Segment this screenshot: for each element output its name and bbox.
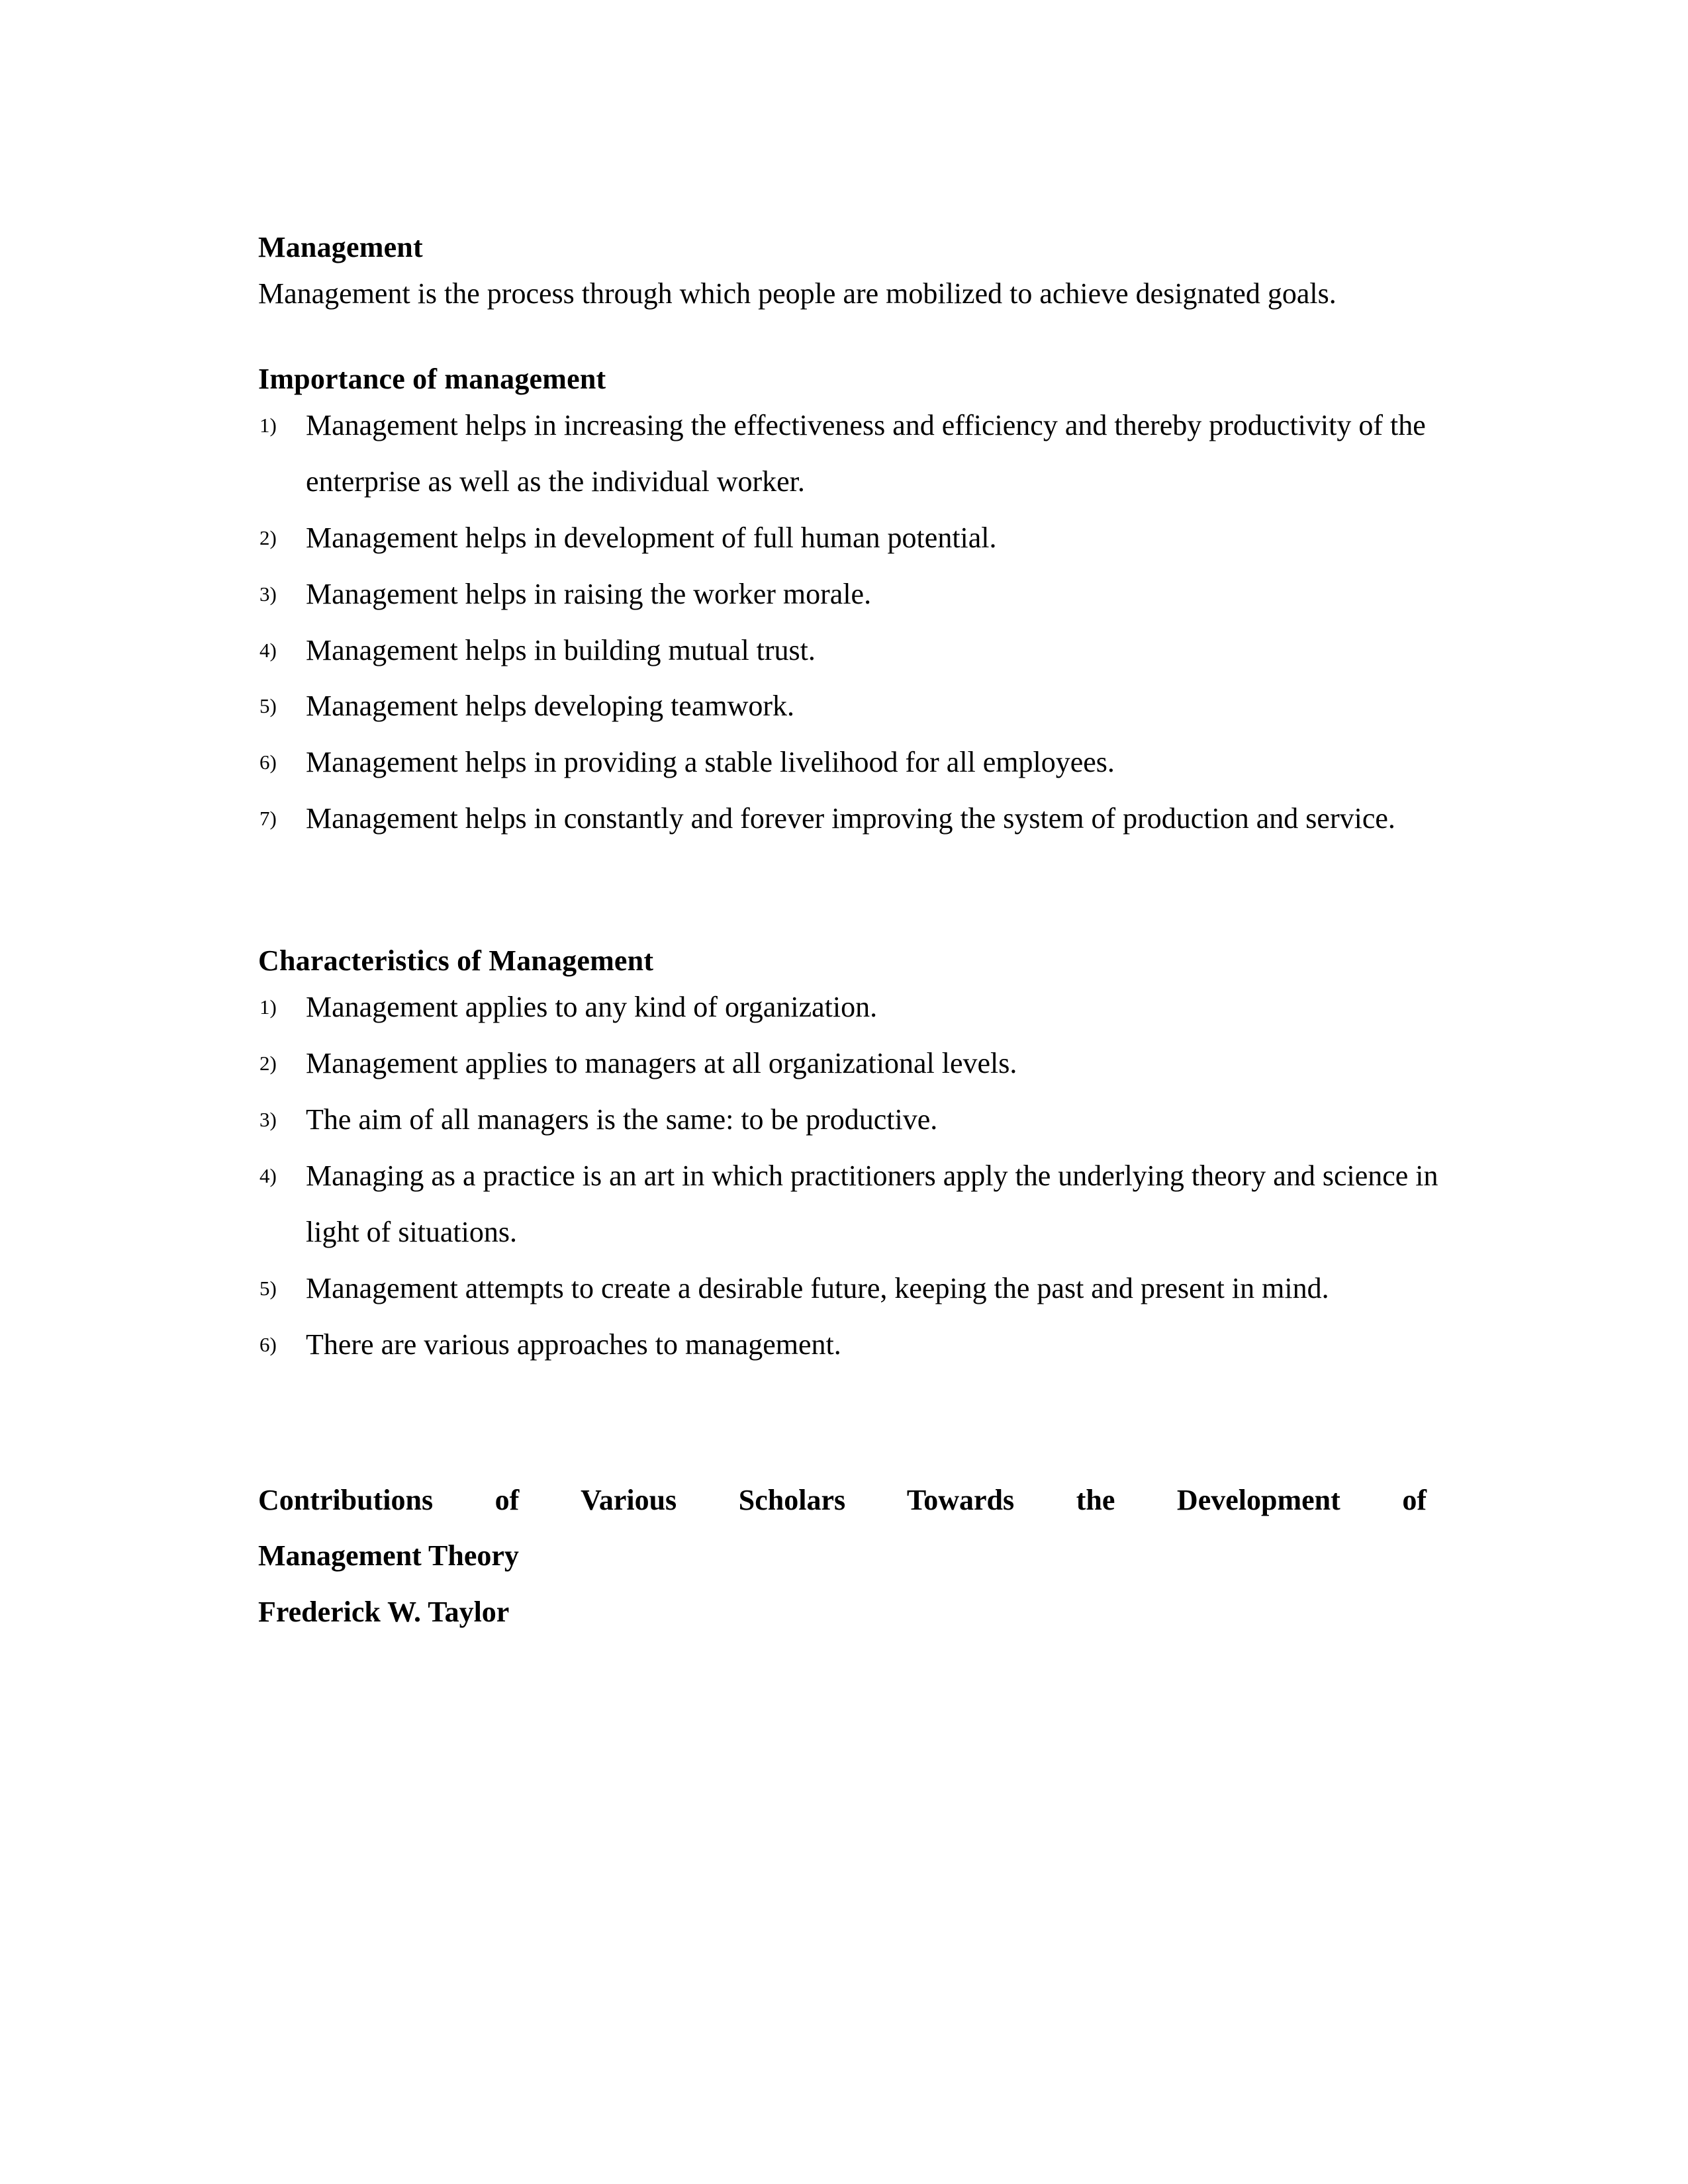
list-item (258, 791, 1450, 847)
heading-characteristics-of-management: Characteristics of Management (258, 944, 654, 978)
list-item-text: Managing as a practice is an art in which practitioners apply the underlying theory and science in light of situations. (306, 1159, 1438, 1248)
list-item-text: Management helps in providing a stable livelihood for all employees. (306, 746, 1115, 779)
list-item-text: Management helps developing teamwork. (306, 690, 795, 723)
list-item-text: Management applies to managers at all organizational levels. (306, 1047, 1017, 1080)
paragraph-management-definition: Management is the process through which people are mobilized to achieve designated goals. (258, 277, 1336, 310)
list-item (258, 623, 1450, 679)
list-item (258, 567, 1450, 623)
list-item-text: Management helps in constantly and forever improving the system of production and service. (306, 802, 1395, 835)
list-marker: 5) (259, 694, 277, 718)
list-marker: 2) (259, 1052, 277, 1075)
list-marker: 7) (259, 807, 277, 831)
list-marker: 5) (259, 1276, 277, 1300)
list-item (258, 735, 1450, 791)
list-marker: 3) (259, 1107, 277, 1131)
document-body (258, 233, 1450, 1641)
list-marker: 4) (259, 1163, 277, 1187)
list-item (258, 1148, 1450, 1261)
list-item (258, 510, 1450, 567)
list-item (258, 1261, 1450, 1317)
list-characteristics (258, 979, 1450, 1373)
list-marker: 6) (259, 1332, 277, 1356)
list-marker: 1) (259, 995, 277, 1019)
list-marker: 1) (259, 413, 277, 437)
list-marker: 4) (259, 638, 277, 662)
list-item (258, 1036, 1450, 1092)
list-item-text: Management helps in raising the worker morale. (306, 577, 872, 610)
list-item (258, 1317, 1450, 1373)
section-importance (258, 362, 1450, 847)
subheading-frederick-w-taylor: Frederick W. Taylor (258, 1596, 510, 1629)
section-characteristics (258, 946, 1450, 1373)
list-marker: 6) (259, 751, 277, 774)
heading-contributions-line2: Management Theory (258, 1539, 519, 1572)
section-contributions (258, 1473, 1450, 1641)
list-marker: 3) (259, 582, 277, 606)
list-item-text: Management helps in building mutual trust. (306, 633, 816, 666)
section-management (258, 233, 1450, 322)
list-item-text: Management attempts to create a desirable future, keeping the past and present in mind. (306, 1271, 1329, 1304)
list-item-text: There are various approaches to management. (306, 1328, 841, 1361)
list-item-text: Management helps in development of full human potential. (306, 521, 997, 554)
list-item (258, 979, 1450, 1036)
list-item (258, 1092, 1450, 1148)
list-item-text: The aim of all managers is the same: to be productive. (306, 1103, 938, 1136)
list-item-text: Management applies to any kind of organization. (306, 991, 878, 1024)
list-item-text: Management helps in increasing the effectiveness and efficiency and thereby productivity of the enterprise as well as the individual worker. (306, 408, 1426, 498)
heading-contributions-line1: Contributions of Various Scholars Towards the Development of (258, 1483, 1427, 1516)
heading-importance-of-management: Importance of management (258, 362, 606, 395)
list-item (258, 398, 1450, 510)
list-marker: 2) (259, 525, 277, 549)
list-importance (258, 398, 1450, 847)
heading-management: Management (258, 231, 423, 263)
list-item (258, 678, 1450, 735)
